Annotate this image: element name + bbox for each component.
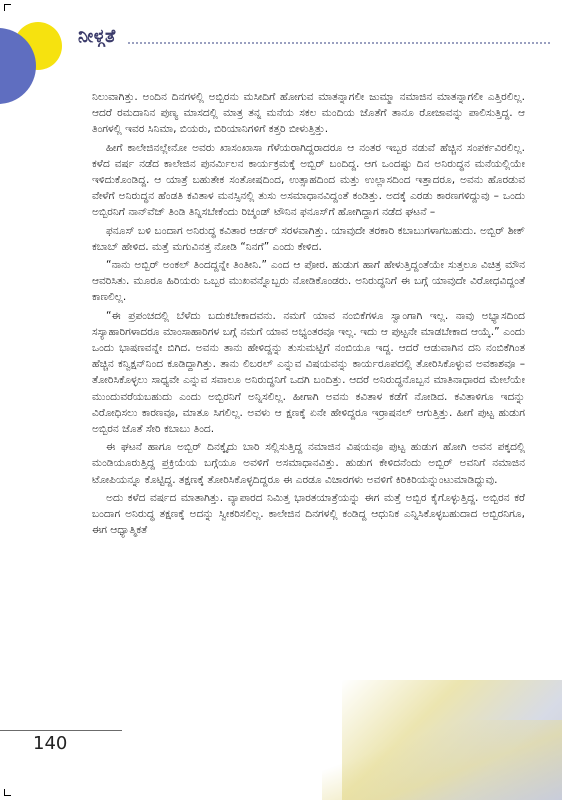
page-number: 140 <box>33 733 68 754</box>
paragraph: “ನಾನು ಅಬ್ಬಿರ್ ಅಂಕಲ್ ತಿಂದದ್ದನ್ನೇ ತಿಂತೀನಿ.” ಎಂದ ಆ ಪೋರ. ಹುಡುಗ ಹಾಗೆ ಹೇಳುತ್ತಿದ್ದಂತೆಯೇ ಸುತ್ತಲೂ ವಿಚಿತ್ರ ಮೌನ ಆವರಿಸಿತು. ಮೂರೂ ಹಿರಿಯರು ಒಬ್ಬರ ಮುಖವನ್ನೊಬ್ಬರು ನೋಡಿಕೊಂಡರು. ಅನಿರುದ್ಧನಿಗೆ ಈ ಬಗ್ಗೆ ಯಾವುದೇ ವಿರೋಧವಿದ್ದಂತೆ ಕಾಣಲಿಲ್ಲ. <box>92 259 525 304</box>
paragraph: ಫನೂಸ್ ಬಳಿ ಬಂದಾಗ ಅನಿರುದ್ಧ ಕವಿತಾರ ಆರ್ಡರ್ ಸರಳವಾಗಿತ್ತು. ಯಾವುದೇ ತರಕಾರಿ ಕಬಾಬುಗಳಾಗಬಹುದು. ಅಬ್ಬಿರ್ ಶೀಕ್ ಕಬಾಬ್ ಹೇಳಿದ. ಮತ್ತೆ ಮಗುವಿನತ್ತ ನೋಡಿ “ನಿನಗೆ” ಎಂದು ಕೇಳಿದ. <box>92 224 525 253</box>
crop-mark-bottom-left <box>4 789 11 796</box>
footer-rule <box>0 730 122 731</box>
paragraph: ಹೀಗೆ ಕಾಲೇಜಿನಲ್ಲೇನೋ ಅವರು ಖಾಸಂಖಾಸಾ ಗೆಳೆಯರಾಗಿದ್ದರಾದರೂ ಆ ನಂತರ ಇಬ್ಬರ ನಡುವೆ ಹೆಚ್ಚಿನ ಸಂಪರ್ಕವಿರಲಿಲ್ಲ. ಕಳೆದ ವರ್ಷ ನಡೆದ ಕಾಲೇಜಿನ ಪುನರ್ಮಿಲನ ಕಾರ್ಯಕ್ರಮಕ್ಕೆ ಅಬ್ಬಿರ್ ಬಂದಿದ್ದ. ಆಗ ಒಂದಷ್ಟು ದಿನ ಅನಿರುದ್ಧನ ಮನೆಯಲ್ಲಿಯೇ ಇಳಿದುಕೊಂಡಿದ್ದ. ಆ ಯಾತ್ರೆ ಬಹುತೇಕ ಸಂತೋಷದಿಂದ, ಉತ್ಸಾಹದಿಂದ ಮತ್ತು ಉಲ್ಲಾಸದಿಂದ ಇತ್ತಾದರೂ, ಅವನು ಹೊರಡುವ ವೇಳೆಗೆ ಅನಿರುದ್ಧನ ಹೆಂಡತಿ ಕವಿತಾಳ ಮನಸ್ಸಿನಲ್ಲಿ ತುಸು ಅಸಮಾಧಾನವಿದ್ದಂತೆ ಕಂಡಿತ್ತು. ಅದಕ್ಕೆ ಎರಡು ಕಾರಣಗಳಿದ್ದುವು – ಒಂದು ಅಬ್ಬಿರನಿಗೆ ನಾನ್‌ವೆಜ್ ತಿಂಡಿ ತಿನ್ನಿಸಬೇಕೆಂದು ರಿಚ್ಮಂಡ್ ಟೌನಿನ ಫನೂಸ್‌ಗೆ ಹೋಗಿದ್ದಾಗ ನಡೆದ ಘಟನೆ – <box>92 141 525 219</box>
decorative-bottom-stripe <box>322 720 562 800</box>
paragraph: “ಈ ಪ್ರಪಂಚದಲ್ಲಿ ಬೆಳೆದು ಬದುಕಬೇಕಾದವನು. ನಮಗೆ ಯಾವ ನಂಬಿಕೆಗಳೂ ಸ್ವಾಂಗಾಗಿ ಇಲ್ಲ. ನಾವು ಅಭ್ಯಾಸದಿಂದ ಸಸ್ಯಾಹಾರಿಗಳಾದರೂ ಮಾಂಸಾಹಾರಿಗಳ ಬಗ್ಗೆ ನಮಗೆ ಯಾವ ಅಭ್ಯಂತರವೂ ಇಲ್ಲ. ಇದು ಆ ಪುಟ್ಟನೇ ಮಾಡಬೇಕಾದ ಆಯ್ಕೆ.” ಎಂದು ಒಂದು ಭಾಷಣವನ್ನೇ ಬಿಗಿದ. ಅವನು ತಾನು ಹೇಳಿದ್ದನ್ನು ತುಸುಮಟ್ಟಿಗೆ ನಂಬಿಯೂ ಇದ್ದ. ಆದರೆ ಆಡುವಾಗಿನ ದನಿ ನಂಬಿಕೆಗಿಂತ ಹೆಚ್ಚಿನ ಕನ್ವಿಕ್ಷನ್‌ನಿಂದ ಕೂಡಿದ್ದಾಗಿತ್ತು. ತಾನು ಲಿಬರಲ್ ಎನ್ನುವ ವಿಷಯವನ್ನು ಕಾರ್ಯರೂಪದಲ್ಲಿ ತೋರಿಸಿಕೊಳ್ಳುವ ಅವಕಾಶವೂ – ತೋರಿಸಿಕೊಳ್ಳಲು ಸಾಧ್ಯವೇ ಎನ್ನುವ ಸವಾಲೂ ಅನಿರುದ್ಧನಿಗೆ ಒದಗಿ ಬಂದಿತ್ತು. ಆದರೆ ಅನಿರುದ್ಧನೊಬ್ಬನ ಮಾತಿನಾಧಾರದ ಮೇಲೆಯೇ ಮುಂದುವರೆಯಬಹುದು ಎಂದು ಅಬ್ಬಿರನಿಗೆ ಅನ್ನಿಸಲಿಲ್ಲ. ಹೀಗಾಗಿ ಅವನು ಕವಿತಾಳ ಕಡೆಗೆ ನೋಡಿದ. ಕವಿತಾಳಿಗೂ ಇದನ್ನು ವಿರೋಧಿಸಲು ಕಾರಣವೂ, ಮಾತೂ ಸಿಗಲಿಲ್ಲ. ಅವಳು ಆ ಕ್ಷಣಕ್ಕೆ ಏನೇ ಹೇಳಿದ್ದರೂ ಇರ್ರಾಷನಲ್ ಆಗುತ್ತಿತ್ತು. ಹೀಗೆ ಪುಟ್ಟ ಹುಡುಗ ಅಬ್ಬಿರನ ಜೊತೆ ಸೇರಿ ಕಬಾಬು ತಿಂದ. <box>92 309 525 436</box>
paragraph: ನಿಲುವಾಗಿತ್ತು. ಅಂದಿನ ದಿನಗಳಲ್ಲಿ ಅಬ್ಬಿರನು ಮಸೀದಿಗೆ ಹೋಗುವ ಮಾತನ್ನಾಗಲೀ ಜುಮ್ಮಾ ನಮಾಜಿನ ಮಾತನ್ನಾಗಲೀ ಎತ್ತಿರಲಿಲ್ಲ. ಆದರೆ ರಮದಾನಿನ ಪುಣ್ಯ ಮಾಸದಲ್ಲಿ ಮಾತ್ರ ತನ್ನ ಮನೆಯ ಸಕಲ ಮಂದಿಯ ಜೊತೆಗೆ ತಾನೂ ರೋಜಾವನ್ನು ಪಾಲಿಸುತ್ತಿದ್ದ. ಆ ತಿಂಗಳಲ್ಲಿ ಇವರ ಸಿನಿಮಾ, ಬಿಯರು, ಬಿರಿಯಾನಿಗಳಿಗೆ ಕತ್ತರಿ ಬೀಳುತ್ತಿತ್ತು. <box>92 91 525 136</box>
header-dotted-rule <box>128 42 550 44</box>
paragraph: ಈ ಘಟನೆ ಹಾಗೂ ಅಬ್ಬಿರ್ ದಿನಕ್ಕೈದು ಬಾರಿ ಸಲ್ಲಿಸುತ್ತಿದ್ದ ನಮಾಜಿನ ವಿಷಯವೂ ಪುಟ್ಟ ಹುಡುಗ ಹೋಗಿ ಅವನ ಪಕ್ಕದಲ್ಲಿ ಮಂಡಿಯೂರುತ್ತಿದ್ದ ಪ್ರಕ್ರಿಯೆಯ ಬಗ್ಗೆಯೂ ಅವಳಿಗೆ ಅಸಮಾಧಾನವಿತ್ತು. ಹುಡುಗ ಕೇಳಿದನೆಂದು ಅಬ್ಬಿರ್ ಅವನಿಗೆ ನಮಾಜಿನ ಟೋಪಿಯನ್ನೂ ಕೊಟ್ಟಿದ್ದ. ತಕ್ಷಣಕ್ಕೆ ತೋರಿಸಿಕೊಳ್ಳದಿದ್ದರೂ ಈ ಎರಡೂ ವಿಚಾರಗಳು ಅವಳಿಗೆ ಕಿರಿಕಿರಿಯನ್ನುಂಟುಮಾಡಿದ್ದುವು. <box>92 441 525 486</box>
body-text <box>92 89 525 540</box>
crop-mark-top-left <box>4 4 11 11</box>
chapter-header-title: ನೀಳ್ಗತೆ <box>78 26 116 47</box>
paragraph: ಅದು ಕಳೆದ ವರ್ಷದ ಮಾತಾಗಿತ್ತು. ವ್ಯಾಪಾರದ ನಿಮಿತ್ತ ಭಾರತಯಾತ್ರೆಯನ್ನು ಈಗ ಮತ್ತೆ ಅಬ್ಬಿರ ಕೈಗೊಳ್ಳುತ್ತಿದ್ದ. ಅಬ್ಬಿರನ ಕರೆ ಬಂದಾಗ ಅನಿರುದ್ಧ ತಕ್ಷಣಕ್ಕೆ ಅದನ್ನು ಸ್ವೀಕರಿಸಲಿಲ್ಲ. ಕಾಲೇಜಿನ ದಿನಗಳಲ್ಲಿ ಕಂಡಿದ್ದ ಆಧುನಿಕ ಎನ್ನಿಸಿಕೊಳ್ಳಬಹುದಾದ ಅಬ್ಬಿರನಿಗೂ, ಈಗ ಆಧ್ಯಾತ್ಮಿಕತೆ <box>92 491 525 537</box>
